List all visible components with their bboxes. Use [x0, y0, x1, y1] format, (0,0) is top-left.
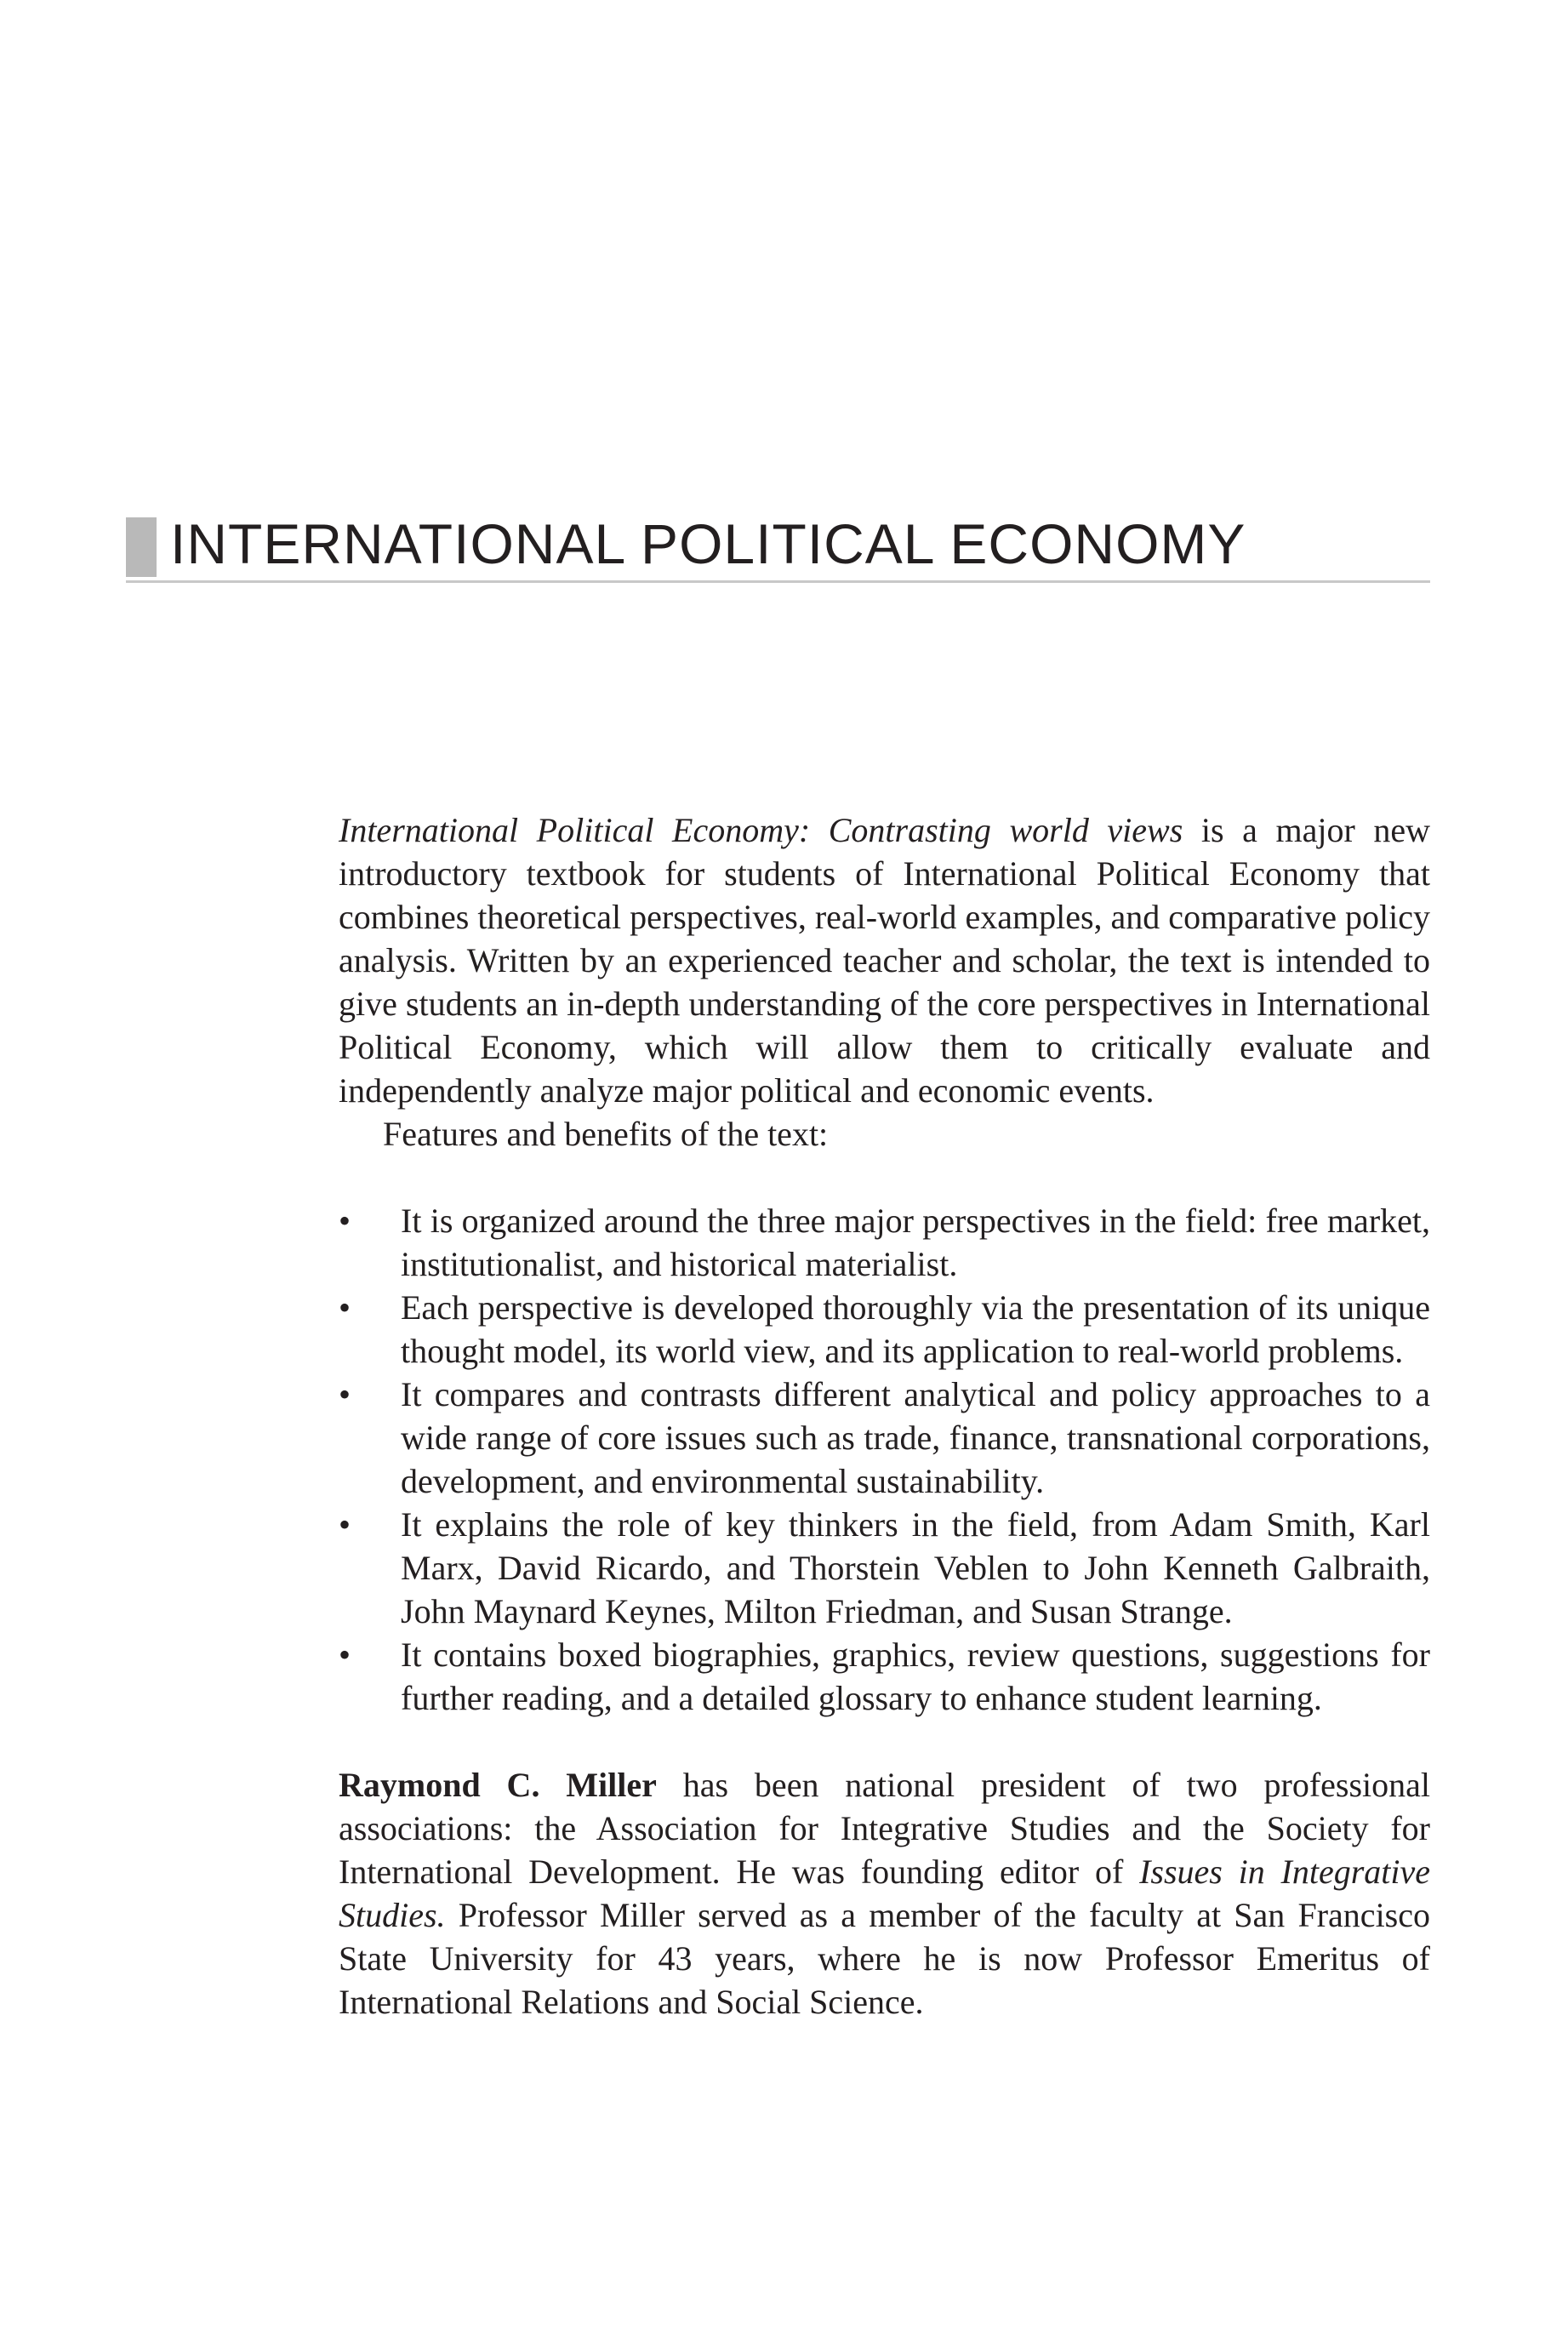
author-bio: [339, 1763, 1430, 2024]
page-header: [126, 507, 1430, 583]
feature-text: It compares and contrasts different analytical and policy approaches to a wide range of core issues such as trade, finance, transnational corporations, development, and environmental sustainability.: [401, 1375, 1430, 1500]
author-bio-text-1: has been national president of two professional associations: the Association for Integrative Studies and the Society for International Development. He was founding editor of: [339, 1766, 1431, 1891]
feature-text: Each perspective is developed thoroughly via the presentation of its unique thought model, its world view, and its application to real-world problems.: [401, 1288, 1430, 1370]
features-list: [339, 1199, 1430, 1720]
feature-item: [339, 1503, 1430, 1633]
intro-text: is a major new introductory textbook for students of International Political Economy that combines theoretical perspectives, real-world examples, and comparative policy analysis. Written by an experienced teacher and scholar, the text is intended to give students an in-depth understanding of the core perspectives in International Political Economy, which will allow them to critically evaluate and independently analyze major political and economic events.: [339, 811, 1431, 1110]
intro-paragraph: [339, 808, 1430, 1112]
bullet-marker: •: [339, 1202, 351, 1240]
bullet-marker: •: [339, 1505, 351, 1544]
author-name: Raymond C. Miller: [339, 1766, 657, 1804]
feature-text: It contains boxed biographies, graphics, review questions, suggestions for further reading, and a detailed glossary to enhance student learning.: [401, 1636, 1430, 1717]
header-bar-marker: [126, 517, 157, 577]
feature-text: It is organized around the three major perspectives in the field: free market, institutionalist, and historical materialist.: [401, 1202, 1430, 1283]
features-heading: Features and benefits of the text:: [383, 1115, 829, 1153]
book-title: International Political Economy: Contrasting world views: [339, 811, 1183, 849]
feature-item: [339, 1286, 1430, 1373]
book-description: [339, 808, 1430, 2024]
page-title: INTERNATIONAL POLITICAL ECONOMY: [170, 512, 1246, 575]
bullet-marker: •: [339, 1288, 351, 1327]
feature-item: [339, 1373, 1430, 1503]
bullet-marker: •: [339, 1636, 351, 1674]
author-bio-text-2: Professor Miller served as a member of the faculty at San Francisco State University for 43 years, where he is now Professor Emeritus of International Relations and Social Science.: [339, 1896, 1430, 2021]
feature-text: It explains the role of key thinkers in the field, from Adam Smith, Karl Marx, David Ricardo, and Thorstein Veblen to John Kenneth Galbraith, John Maynard Keynes, Milton Friedman, and Susan Strange.: [401, 1505, 1430, 1630]
bullet-marker: •: [339, 1375, 351, 1413]
journal-title: Issues in Integrative Studies.: [339, 1852, 1430, 1934]
feature-item: [339, 1199, 1430, 1286]
feature-item: [339, 1633, 1430, 1720]
